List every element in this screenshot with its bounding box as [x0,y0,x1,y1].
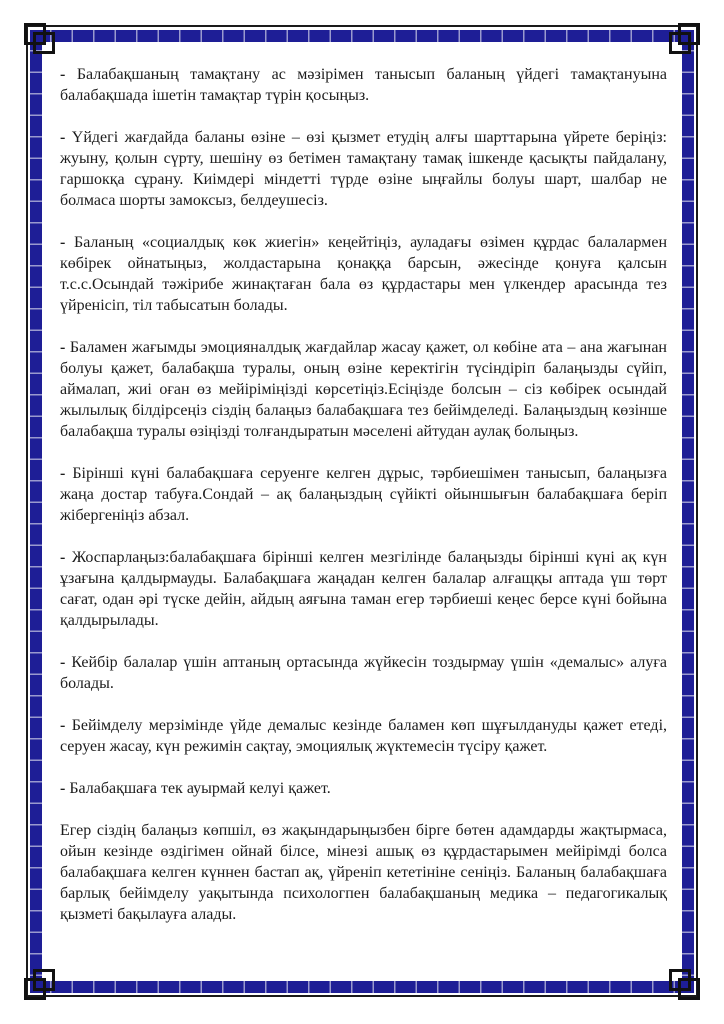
paragraph-bullet: - [60,339,70,356]
paragraph [60,778,667,799]
paragraph [60,715,667,757]
corner-squares-icon [669,969,691,991]
paragraph-bullet: - [60,549,72,566]
paragraph [60,337,667,442]
corner-squares-icon [33,969,55,991]
paragraph-text: Баланың «социалдық көк жиегін» кеңейтіңіз, ауладағы өзімен құрдас балалармен көбірек ойнатыңыз, жолдастарына қонаққа барсын, әжесінде қонуға қалсын т.с.с.Осындай тәжірибе жинақтаған бала өз құрдастары мен үлкендер арасында тез үйренісіп, тіл табысатын болады. [60,234,668,314]
corner-squares-icon [33,32,55,54]
paragraph-text: Үйдегі жағдайда баланы өзіне – өзі қызмет етудің алғы шарттарына үйрете беріңіз: жуыну, қолын сүрту, шешіну өз бетімен тамақтану тамақ ішкенде қасықты пайдалану, гаршокқа сұрану. Киімдері міндетті түрде өзіне ыңғайлы болуы шарт, шалбар не болмаса шорты замоксыз, белдеушесіз. [60,129,667,209]
paragraph-bullet: - [60,654,72,671]
paragraph [60,652,667,694]
frame-band-top [30,30,694,42]
paragraph [60,127,667,211]
paragraph-text: Жоспарлаңыз:балабақшаға бірінші келген мезгілінде балаңызды бірінші күні ақ күн ұзағына қалдырмауды. Балабақшаға жаңадан келген балалар алғащқы аптада үш төрт сағат, одан әрі түске дейін, айдың аяғына таман егер тәрбиеші кеңес берсе күні бойына қалдырылады. [60,549,667,629]
paragraph [60,463,667,526]
paragraph-bullet: - [60,780,70,797]
frame-band-right [682,30,694,993]
paragraph [60,820,667,925]
paragraph-text: Балабақшаға тек ауырмай келуі қажет. [69,780,331,797]
paragraph-bullet: - [60,717,72,734]
paragraph-bullet: - [60,465,73,482]
paragraph [60,547,667,631]
document-body [60,64,667,925]
paragraph-bullet: - [60,66,77,83]
paragraph-text: Балабақшаның тамақтану ас мәзірімен танысып баланың үйдегі тамақтануына балабақшада ішетін тамақтар түрін қосыңыз. [60,66,668,104]
paragraph [60,232,667,316]
frame-band-bottom [30,981,694,993]
paragraph-text: Егер сіздің балаңыз көпшіл, өз жақындарыңызбен бірге бөтен адамдарды жақтырмаса, ойын кезінде өздігімен ойнай білсе, мінезі ашық өз құрдастарымен мейірімді болса балабақшаға келген күннен бастап ақ, үйреніп кететініне сеніңіз. Баланың балабақшаға барлық бейімделу уақытында психологпен балабақшаның медика – педагогикалық қызметі бақылауға алады. [60,822,667,923]
paragraph-text: Бірінші күні балабақшаға серуенге келген дұрыс, тәрбиешімен танысып, балаңызға жаңа достар табуға.Сондай – ақ балаңыздың сүйікті ойыншығын балабақшаға беріп жібергеніңіз абзал. [60,465,667,524]
paragraph-text: Баламен жағымды эмоцияналдық жағдайлар жасау қажет, ол көбіне ата – ана жағынан болуы қажет, балабақша туралы, оның өзіне керектігін түсіндіріп балаңызды сүйіп, аймалап, жиі оған өз мейіріміңізді көрсетіңіз.Есіңізде болсын – сіз көбірек осындай жылылық білдірсеңіз сіздің балаңыз балабақшаға тез бейімделеді. Балаңыздың көзінше балабақша туралы өзіңізді толғандыратын мәселені айтудан аулақ болыңыз. [60,339,667,440]
frame-band-left [30,30,42,993]
paragraph-bullet: - [60,234,74,251]
paragraph-bullet: - [60,129,72,146]
paragraph-text: Бейімделу мерзімінде үйде демалыс кезінде баламен көп шұғылдануды қажет етеді, серуен жасау, күн режимін сақтау, эмоциялық жүктемесін түсіру қажет. [60,717,668,755]
corner-squares-icon [669,32,691,54]
paragraph [60,64,667,106]
paragraph-text: Кейбір балалар үшін аптаның ортасында жүйкесін тоздырмау үшін «демалыс» алуға болады. [60,654,668,692]
